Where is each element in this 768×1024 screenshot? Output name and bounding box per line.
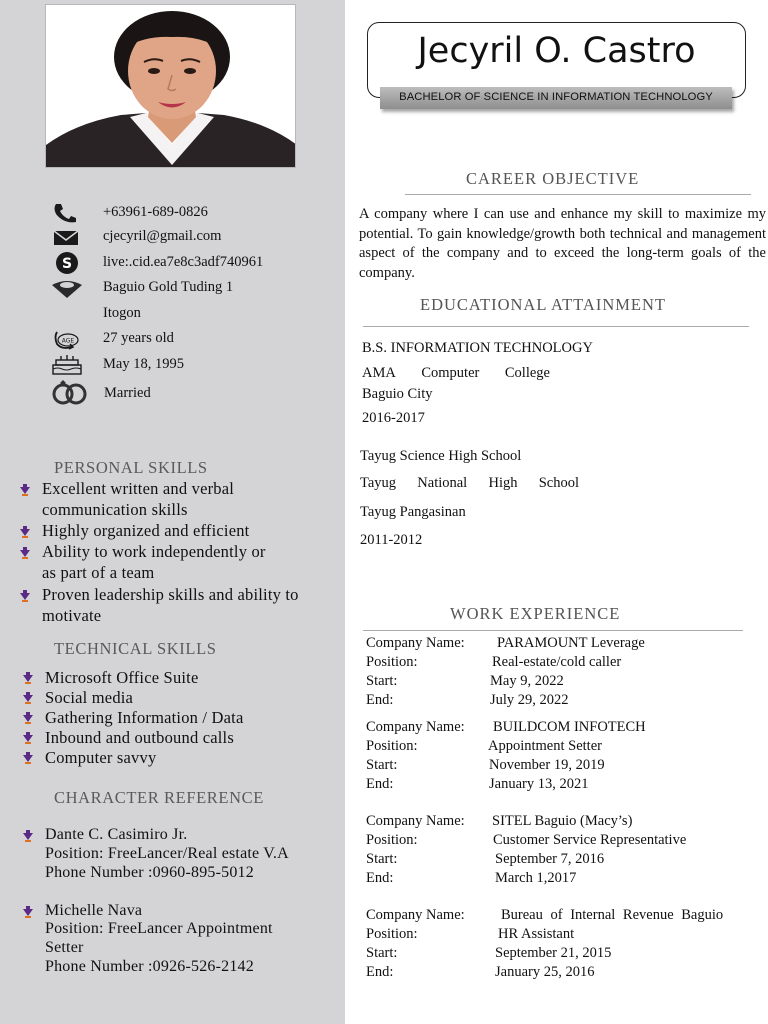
contact-skype — [0, 252, 345, 274]
personal-skills-heading: PERSONAL SKILLS — [54, 458, 208, 477]
degree-banner — [380, 87, 732, 109]
bullet-icon — [22, 692, 34, 704]
age: 27 years old — [103, 330, 174, 346]
bullet-icon — [19, 590, 31, 602]
reference-name: Michelle Nava — [45, 902, 143, 919]
character-reference-heading: CHARACTER REFERENCE — [54, 788, 264, 807]
start-value: September 21, 2015 — [495, 945, 612, 961]
company-value: SITEL Baguio (Macy’s) — [492, 813, 633, 829]
company-value: Bureau of Internal Revenue Baguio — [501, 907, 724, 923]
position-value: Appointment Setter — [488, 738, 602, 754]
job-position — [366, 832, 756, 851]
job-end — [366, 870, 756, 889]
career-objective-text: A company where I can use and enhance my skill to maximize my potential. To gain knowledge/growth both technical and management aspect of the company and to exceed the long-term goals of the company. — [359, 206, 766, 281]
career-objective-title: CAREER OBJECTIVE — [466, 169, 640, 188]
job-end — [366, 776, 756, 795]
contact-address-2 — [0, 303, 345, 325]
job-start — [366, 945, 756, 964]
college-school — [362, 365, 550, 382]
college-school-word: AMA — [362, 365, 396, 381]
skype-icon — [50, 252, 82, 274]
reference-position: Position: FreeLancer/Real estate V.A — [45, 845, 289, 862]
job-end — [366, 964, 756, 983]
position-value: HR Assistant — [498, 926, 575, 942]
section-divider — [363, 630, 743, 631]
position-label: Position: — [366, 832, 418, 848]
age-icon — [50, 328, 82, 350]
contact-phone — [0, 202, 345, 224]
position-value: Real-estate/cold caller — [492, 654, 622, 670]
company-label: Company Name: — [366, 813, 465, 829]
high-school-years: 2011-2012 — [360, 532, 423, 548]
job-company — [366, 813, 756, 832]
technical-skill-item: Gathering Information / Data — [45, 708, 244, 727]
company-value: PARAMOUNT Leverage — [497, 635, 645, 651]
college-years: 2016-2017 — [362, 410, 425, 426]
job-position — [366, 654, 756, 673]
end-label: End: — [366, 692, 394, 708]
start-label: Start: — [366, 851, 398, 867]
position-label: Position: — [366, 654, 418, 670]
personal-skill-line: Proven leadership skills and ability to — [42, 585, 299, 604]
address-line2: Itogon — [103, 305, 141, 321]
mail-icon — [50, 226, 82, 248]
reference-position-cont: Setter — [45, 939, 84, 956]
section-divider — [405, 194, 751, 195]
end-label: End: — [366, 870, 394, 886]
email-address: cjecyril@gmail.com — [103, 228, 222, 244]
end-value: January 13, 2021 — [489, 776, 589, 792]
profile-photo — [45, 4, 296, 168]
end-value: July 29, 2022 — [490, 692, 569, 708]
technical-skill-item: Social media — [45, 688, 134, 707]
reference-position: Position: FreeLancer Appointment — [45, 920, 273, 937]
job-start — [366, 757, 756, 776]
job-company — [366, 635, 756, 654]
rings-icon — [50, 378, 90, 406]
education-title: EDUCATIONAL ATTAINMENT — [420, 295, 666, 314]
bullet-icon — [22, 672, 34, 684]
address-line1: Baguio Gold Tuding 1 — [103, 279, 234, 295]
personal-skill-line: Highly organized and efficient — [42, 521, 250, 540]
company-value: BUILDCOM INFOTECH — [493, 719, 646, 735]
bullet-icon — [22, 732, 34, 744]
high-school-word: Tayug — [360, 475, 397, 491]
position-label: Position: — [366, 926, 418, 942]
reference-name: Dante C. Casimiro Jr. — [45, 826, 188, 843]
contact-age — [0, 328, 345, 350]
job-position — [366, 738, 756, 757]
technical-skill-item: Microsoft Office Suite — [45, 668, 199, 687]
college-school-word: College — [504, 365, 550, 381]
personal-skill-line: motivate — [42, 606, 102, 625]
skype-id: live:.cid.ea7e8c3adf740961 — [103, 254, 264, 270]
degree-title: BACHELOR OF SCIENCE IN INFORMATION TECHNOLOGY — [399, 91, 713, 103]
high-school-word: National — [417, 475, 468, 491]
contact-address — [0, 277, 345, 299]
start-label: Start: — [366, 757, 398, 773]
company-label: Company Name: — [366, 635, 465, 651]
birthday: May 18, 1995 — [103, 356, 184, 372]
personal-skill-line: Ability to work independently or — [42, 542, 266, 561]
job-end — [366, 692, 756, 711]
location-icon — [50, 277, 82, 299]
contact-birthday — [0, 354, 345, 376]
end-label: End: — [366, 776, 394, 792]
reference-phone: Phone Number :0960-895-5012 — [45, 864, 254, 881]
svg-text:AGE: AGE — [61, 337, 75, 345]
contact-status — [0, 378, 345, 400]
start-value: May 9, 2022 — [490, 673, 564, 689]
bullet-icon — [22, 830, 34, 842]
bullet-icon — [22, 906, 34, 918]
job-start — [366, 673, 756, 692]
college-school-word: Computer — [421, 365, 480, 381]
high-school-2 — [360, 475, 579, 492]
end-value: January 25, 2016 — [495, 964, 595, 980]
job-start — [366, 851, 756, 870]
start-value: November 19, 2019 — [489, 757, 605, 773]
personal-skill-line: as part of a team — [42, 563, 155, 582]
bullet-icon — [22, 752, 34, 764]
sidebar — [0, 0, 345, 1024]
start-label: Start: — [366, 945, 398, 961]
personal-skill-line: communication skills — [42, 500, 188, 519]
company-label: Company Name: — [366, 907, 465, 923]
technical-skill-item: Inbound and outbound calls — [45, 728, 234, 747]
phone-icon — [50, 202, 82, 224]
position-label: Position: — [366, 738, 418, 754]
high-school-word: School — [538, 475, 579, 491]
college-city: Baguio City — [362, 386, 433, 402]
work-experience-title: WORK EXPERIENCE — [450, 604, 621, 623]
svg-text:S: S — [61, 256, 73, 272]
company-label: Company Name: — [366, 719, 465, 735]
bullet-icon — [22, 712, 34, 724]
high-school-place: Tayug Pangasinan — [360, 504, 466, 520]
job-company — [366, 907, 756, 926]
job-position — [366, 926, 756, 945]
bullet-icon — [19, 484, 31, 496]
section-divider — [363, 326, 749, 327]
end-value: March 1,2017 — [495, 870, 577, 886]
technical-skills-heading: TECHNICAL SKILLS — [54, 639, 217, 658]
high-school-1: Tayug Science High School — [360, 448, 522, 464]
bullet-icon — [19, 547, 31, 559]
end-label: End: — [366, 964, 394, 980]
phone-number: +63961-689-0826 — [103, 204, 208, 220]
start-label: Start: — [366, 673, 398, 689]
birthday-cake-icon — [50, 354, 82, 376]
college-course: B.S. INFORMATION TECHNOLOGY — [362, 340, 593, 356]
main-content — [345, 0, 768, 1024]
high-school-word: High — [488, 475, 518, 491]
reference-phone: Phone Number :0926-526-2142 — [45, 958, 254, 975]
position-value: Customer Service Representative — [493, 832, 687, 848]
start-value: September 7, 2016 — [495, 851, 605, 867]
marital-status: Married — [104, 385, 151, 401]
bullet-icon — [19, 526, 31, 538]
job-company — [366, 719, 756, 738]
full-name: Jecyril O. Castro — [417, 31, 696, 71]
personal-skill-line: Excellent written and verbal — [42, 479, 235, 498]
technical-skill-item: Computer savvy — [45, 748, 157, 767]
contact-email — [0, 226, 345, 248]
